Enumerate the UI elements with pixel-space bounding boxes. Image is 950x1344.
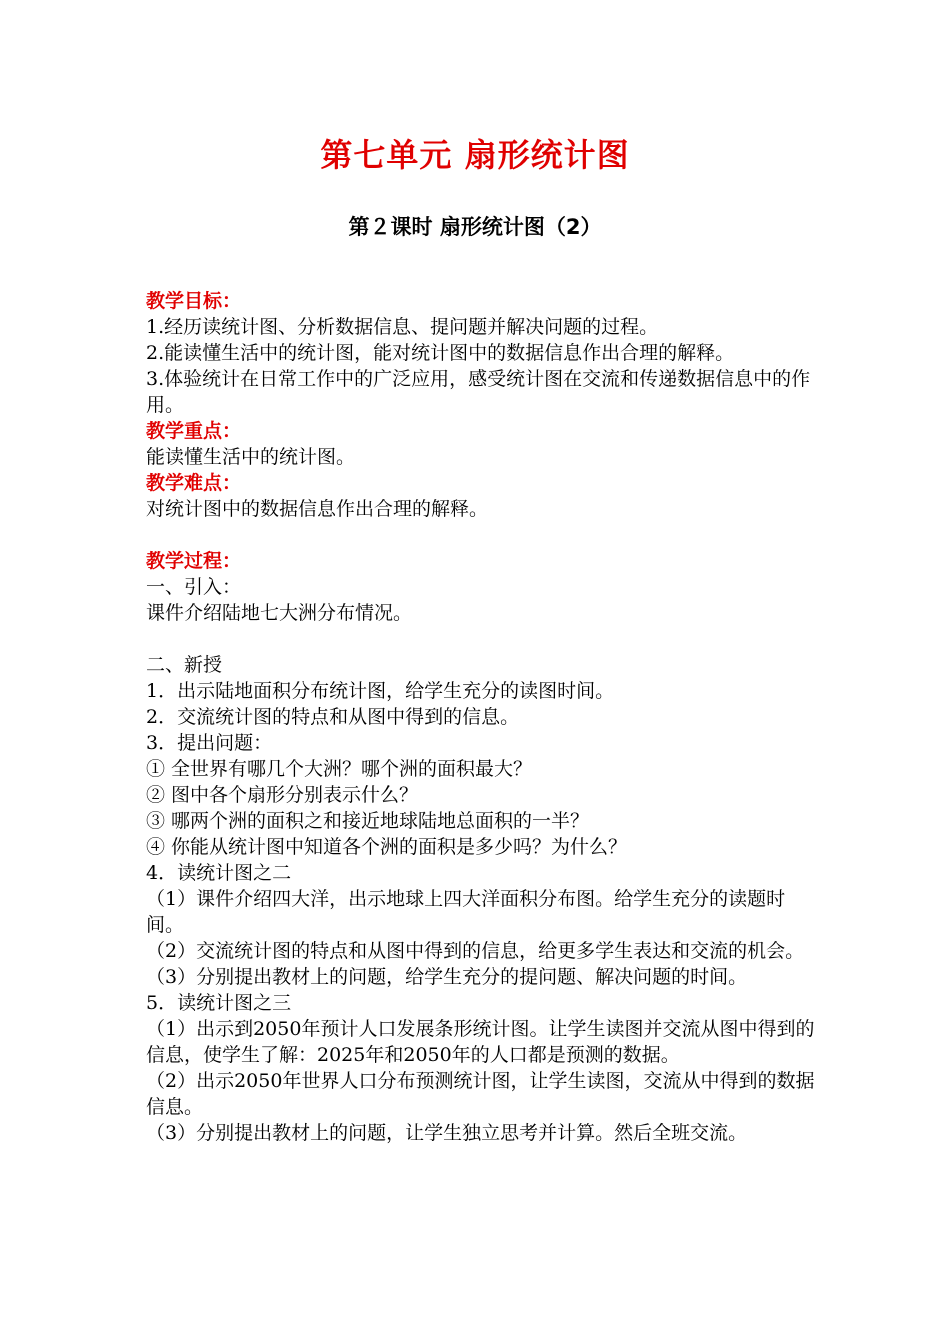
difficulty-text: 对统计图中的数据信息作出合理的解释。: [146, 498, 489, 520]
objective-item: 3.体验统计在日常工作中的广泛应用，感受统计图在交流和传递数据信息中的作用。: [146, 368, 811, 416]
intro-title: 一、引入：: [146, 576, 242, 598]
step-item: 4．读统计图之二: [146, 862, 292, 884]
question-item: ③ 哪两个洲的面积之和接近地球陆地总面积的一半？: [146, 810, 590, 832]
step-item: （1）出示到2050年预计人口发展条形统计图。让学生读图并交流从图中得到的信息，使学生了解：2025年和2050年的人口都是预测的数据。: [146, 1018, 815, 1066]
key-point-text: 能读懂生活中的统计图。: [146, 446, 356, 468]
objective-item: 2.能读懂生活中的统计图，能对统计图中的数据信息作出合理的解释。: [146, 342, 735, 364]
lesson-body: [146, 288, 818, 1146]
step-item: （3）分别提出教材上的问题，给学生充分的提问题、解决问题的时间。: [146, 966, 748, 988]
step-item: （3）分别提出教材上的问题，让学生独立思考并计算。然后全班交流。: [146, 1122, 748, 1144]
objectives-heading: 教学目标：: [146, 290, 242, 312]
objective-item: 1.经历读统计图、分析数据信息、提问题并解决问题的过程。: [146, 316, 659, 338]
difficulty-heading: 教学难点：: [146, 472, 242, 494]
step-item: 2．交流统计图的特点和从图中得到的信息。: [146, 706, 520, 728]
question-item: ④ 你能从统计图中知道各个洲的面积是多少吗？为什么？: [146, 836, 628, 858]
spacer: [146, 626, 818, 652]
question-item: ① 全世界有哪几个大洲？哪个洲的面积最大？: [146, 758, 533, 780]
lesson-subtitle: 第２课时 扇形统计图（2）: [348, 215, 602, 239]
step-item: （2）交流统计图的特点和从图中得到的信息，给更多学生表达和交流的机会。: [146, 940, 805, 962]
intro-text: 课件介绍陆地七大洲分布情况。: [146, 602, 413, 624]
step-item: 5．读统计图之三: [146, 992, 292, 1014]
step-item: 3．提出问题：: [146, 732, 273, 754]
step-item: （1）课件介绍四大洋，出示地球上四大洋面积分布图。给学生充分的读题时间。: [146, 888, 786, 936]
spacer: [146, 522, 818, 548]
step-item: （2）出示2050年世界人口分布预测统计图，让学生读图，交流从中得到的数据信息。: [146, 1070, 815, 1118]
key-point-heading: 教学重点：: [146, 420, 242, 442]
step-item: 1．出示陆地面积分布统计图，给学生充分的读图时间。: [146, 680, 615, 702]
process-heading: 教学过程：: [146, 550, 242, 572]
question-item: ② 图中各个扇形分别表示什么？: [146, 784, 419, 806]
page-title: 第七单元 扇形统计图: [320, 136, 630, 174]
new-lesson-title: 二、新授: [146, 654, 223, 676]
